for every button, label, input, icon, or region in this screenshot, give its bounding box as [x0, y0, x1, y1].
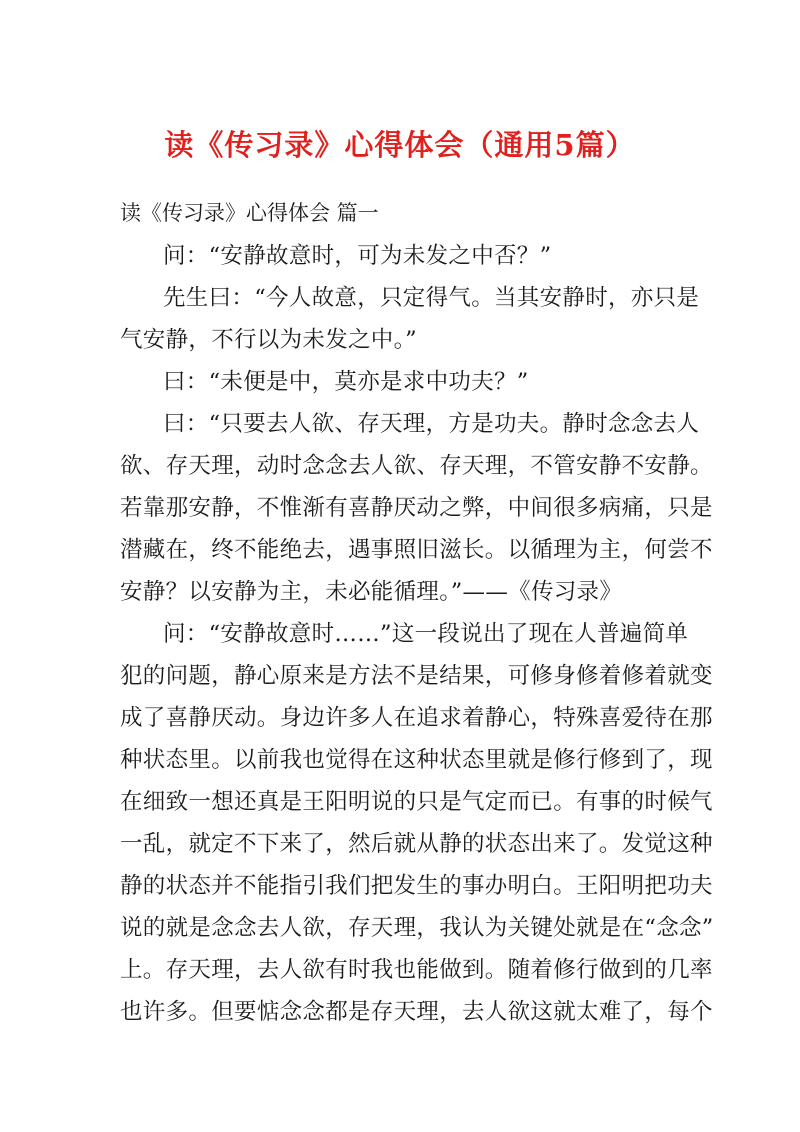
paragraph-line: 安静？以安静为主，未必能循理。”——《传习录》	[120, 579, 623, 605]
paragraph-line: 欲、存天理，动时念念去人欲、存天理，不管安静不安静。	[120, 453, 713, 479]
paragraph-line: 犯的问题，静心原来是方法不是结果，可修身修着修着就变	[120, 663, 713, 689]
paragraph-line: 潜藏在，终不能绝去，遇事照旧滋长。以循理为主，何尝不	[120, 537, 713, 563]
paragraph-line: 曰：“未便是中，莫亦是求中功夫？”	[163, 369, 529, 395]
paragraph-line: 成了喜静厌动。身边许多人在追求着静心，特殊喜爱待在那	[120, 705, 713, 731]
paragraph-line: 种状态里。以前我也觉得在这种状态里就是修行修到了，现	[120, 747, 713, 773]
paragraph-line: 曰：“只要去人欲、存天理，方是功夫。静时念念去人	[163, 411, 700, 437]
paragraph-line: 在细致一想还真是王阳明说的只是气定而已。有事的时候气	[120, 789, 713, 815]
paragraph-line: 说的就是念念去人欲，存天理，我认为关键处就是在“念念”	[120, 915, 714, 941]
paragraph-line: 先生曰：“今人故意，只定得气。当其安静时，亦只是	[163, 285, 700, 311]
paragraph-line: 若靠那安静，不惟渐有喜静厌动之弊，中间很多病痛，只是	[120, 495, 713, 521]
paragraph-line: 静的状态并不能指引我们把发生的事办明白。王阳明把功夫	[120, 873, 713, 899]
paragraph-line: 问：“安静故意时，可为未发之中否？”	[163, 243, 552, 269]
paragraph-line: 问：“安静故意时……”这一段说出了现在人普遍简单	[163, 621, 689, 647]
paragraph-line: 气安静，不行以为未发之中。”	[120, 327, 417, 353]
section-heading: 读《传习录》心得体会 篇一	[120, 201, 379, 225]
paragraph-line: 上。存天理，去人欲有时我也能做到。随着修行做到的几率	[120, 957, 713, 983]
document-title: 读《传习录》心得体会（通用5篇）	[164, 128, 636, 162]
paragraph-line: 一乱，就定不下来了，然后就从静的状态出来了。发觉这种	[120, 831, 713, 857]
paragraph-line: 也许多。但要惦念念都是存天理，去人欲这就太难了，每个	[120, 999, 713, 1025]
